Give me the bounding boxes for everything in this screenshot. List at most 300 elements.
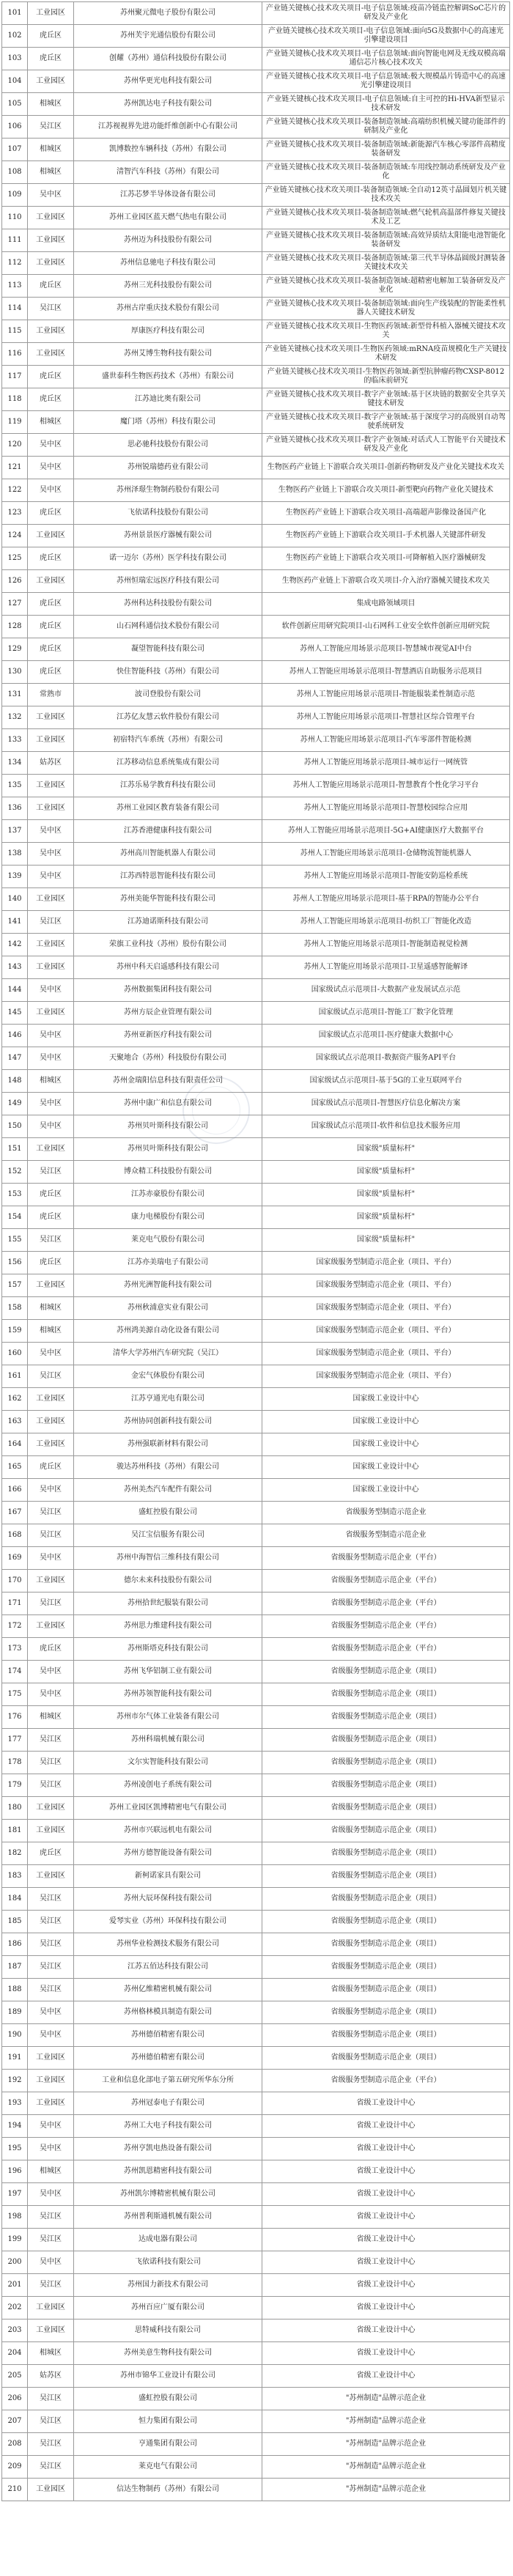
- project-cell: 国家级服务型制造示范企业（项目、平台）: [262, 1320, 510, 1343]
- row-number: 138: [2, 843, 28, 866]
- row-number: 198: [2, 2206, 28, 2229]
- table-row: [2, 525, 510, 547]
- company-cell: 江苏赤豪股份有限公司: [74, 1184, 262, 1206]
- row-number: 175: [2, 1683, 28, 1706]
- table-row: [2, 2319, 510, 2342]
- district-cell: 相城区: [28, 139, 74, 161]
- project-cell: 省级服务型制造示范企业（项目）: [262, 1888, 510, 1911]
- row-number: 127: [2, 593, 28, 616]
- company-cell: 苏州科瑞机械有限公司: [74, 1729, 262, 1752]
- table-row: [2, 2001, 510, 2024]
- row-number: 168: [2, 1524, 28, 1547]
- company-cell: 德尔未来科技股份有限公司: [74, 1570, 262, 1593]
- table-row: [2, 1615, 510, 1638]
- company-cell: 苏州芙宇光通信股份有限公司: [74, 25, 262, 48]
- district-cell: 吴江区: [28, 1593, 74, 1615]
- table-row: [2, 1683, 510, 1706]
- project-cell: 国家级"质量标杆": [262, 1206, 510, 1229]
- row-number: 101: [2, 2, 28, 25]
- project-cell: 集成电路领域项目: [262, 593, 510, 616]
- project-cell: 产业链关键核心技术攻关项目-电子信息领域:极大规模晶片铸造中心的高速光引擎建设项目: [262, 70, 510, 93]
- company-cell: 苏州工业园区蓝天燃气热电有限公司: [74, 207, 262, 229]
- project-cell: 省级服务型制造示范企业（平台）: [262, 1547, 510, 1570]
- table-row: [2, 275, 510, 298]
- table-row: [2, 1752, 510, 1774]
- table-row: [2, 1320, 510, 1343]
- company-cell: 吴江宝信服务有限公司: [74, 1524, 262, 1547]
- table-row: [2, 706, 510, 729]
- district-cell: 工业园区: [28, 525, 74, 547]
- project-list-table: [1, 1, 510, 2501]
- table-row: [2, 775, 510, 797]
- row-number: 133: [2, 729, 28, 752]
- company-cell: 苏州拾世纪服装有限公司: [74, 1593, 262, 1615]
- district-cell: 吴中区: [28, 1343, 74, 1365]
- table-row: [2, 1388, 510, 1411]
- project-cell: 生物医药产业链上下游联合攻关项目-手术机器人关键部件研发: [262, 525, 510, 547]
- row-number: 174: [2, 1661, 28, 1683]
- district-cell: 吴中区: [28, 1025, 74, 1047]
- table-row: [2, 320, 510, 343]
- table-row: [2, 1547, 510, 1570]
- row-number: 154: [2, 1206, 28, 1229]
- district-cell: 虎丘区: [28, 366, 74, 388]
- table-row: [2, 139, 510, 161]
- district-cell: 吴江区: [28, 1365, 74, 1388]
- table-row: [2, 25, 510, 48]
- row-number: 117: [2, 366, 28, 388]
- project-cell: 国家级试点示范项目-智慧医疗信息化解决方案: [262, 1093, 510, 1115]
- row-number: 123: [2, 502, 28, 525]
- district-cell: 虎丘区: [28, 593, 74, 616]
- table-row: [2, 2229, 510, 2251]
- table-row: [2, 1797, 510, 1820]
- company-cell: 苏州强联新材料有限公司: [74, 1433, 262, 1456]
- row-number: 197: [2, 2183, 28, 2206]
- company-cell: 江苏亦美瑞电子有限公司: [74, 1252, 262, 1274]
- project-cell: 生物医药产业链上下游联合攻关项目-介入治疗器械关键技术攻关: [262, 570, 510, 593]
- row-number: 164: [2, 1433, 28, 1456]
- table-row: [2, 2070, 510, 2092]
- district-cell: 吴江区: [28, 1161, 74, 1184]
- table-row: [2, 1252, 510, 1274]
- table-row: [2, 2, 510, 25]
- company-cell: 苏州工业园区教育装备有限公司: [74, 797, 262, 820]
- district-cell: 吴中区: [28, 1479, 74, 1502]
- table-row: [2, 1911, 510, 1933]
- table-row: [2, 684, 510, 706]
- company-cell: 凝望智能科技有限公司: [74, 638, 262, 661]
- district-cell: 相城区: [28, 1706, 74, 1729]
- district-cell: 工业园区: [28, 2479, 74, 2501]
- row-number: 193: [2, 2092, 28, 2115]
- project-cell: 苏州人工智能应用场景示范项目-智慧城市视觉AI中台: [262, 638, 510, 661]
- project-cell: 国家级服务型制造示范企业（项目、平台）: [262, 1252, 510, 1274]
- table-row: [2, 2388, 510, 2410]
- district-cell: 吴江区: [28, 1229, 74, 1252]
- row-number: 129: [2, 638, 28, 661]
- company-cell: 苏州信息驰电子科技有限公司: [74, 252, 262, 275]
- row-number: 150: [2, 1115, 28, 1138]
- row-number: 113: [2, 275, 28, 298]
- row-number: 124: [2, 525, 28, 547]
- district-cell: 工业园区: [28, 1820, 74, 1842]
- row-number: 209: [2, 2456, 28, 2479]
- table-row: [2, 820, 510, 843]
- project-cell: 国家级服务型制造示范企业（项目、平台）: [262, 1365, 510, 1388]
- district-cell: 工业园区: [28, 2297, 74, 2319]
- district-cell: 相城区: [28, 1297, 74, 1320]
- project-cell: "苏州制造"品牌示范企业: [262, 2433, 510, 2456]
- project-cell: 省级服务型制造示范企业（平台）: [262, 1570, 510, 1593]
- table-row: [2, 1706, 510, 1729]
- table-row: [2, 116, 510, 139]
- district-cell: 工业园区: [28, 2319, 74, 2342]
- company-cell: 苏州中海智信三维科技有限公司: [74, 1547, 262, 1570]
- company-cell: 信达生物制药（苏州）有限公司: [74, 2479, 262, 2501]
- company-cell: 苏州方德智能设备有限公司: [74, 1842, 262, 1865]
- company-cell: 苏州美意生物科技有限公司: [74, 2342, 262, 2365]
- company-cell: 盛虹控股有限公司: [74, 2388, 262, 2410]
- table-row: [2, 1025, 510, 1047]
- company-cell: 江苏芯梦半导体设备有限公司: [74, 184, 262, 207]
- company-cell: 苏州华业检测技术服务有限公司: [74, 1933, 262, 1956]
- district-cell: 吴中区: [28, 1115, 74, 1138]
- table-row: [2, 888, 510, 911]
- district-cell: 虎丘区: [28, 1252, 74, 1274]
- project-cell: 国家级工业设计中心: [262, 1411, 510, 1433]
- project-cell: 国家级服务型制造示范企业（项目、平台）: [262, 1343, 510, 1365]
- table-row: [2, 2024, 510, 2047]
- table-row: [2, 1274, 510, 1297]
- table-row: [2, 1002, 510, 1025]
- row-number: 165: [2, 1456, 28, 1479]
- district-cell: 姑苏区: [28, 2365, 74, 2388]
- company-cell: 苏州凯恩精密科技有限公司: [74, 2160, 262, 2183]
- table-row: [2, 1865, 510, 1888]
- project-cell: 产业链关键核心技术攻关项目-装备制造领域:第三代半导体晶圆级封测装备关键技术攻关: [262, 252, 510, 275]
- district-cell: 工业园区: [28, 797, 74, 820]
- project-cell: 省级服务型制造示范企业: [262, 1524, 510, 1547]
- project-cell: 产业链关键核心技术攻关项目-装备制造领域:车用线控制动系统研发及产业化: [262, 161, 510, 184]
- district-cell: 吴江区: [28, 1888, 74, 1911]
- district-cell: 吴江区: [28, 1933, 74, 1956]
- row-number: 109: [2, 184, 28, 207]
- company-cell: 苏州亚新医疗科技有限公司: [74, 1025, 262, 1047]
- table-row: [2, 1979, 510, 2001]
- company-cell: 苏州大辰环保科技有限公司: [74, 1888, 262, 1911]
- project-cell: 产业链关键核心技术攻关项目-装备制造领域:燃气轮机高温部件修复关键技术及工艺: [262, 207, 510, 229]
- district-cell: 工业园区: [28, 229, 74, 252]
- row-number: 161: [2, 1365, 28, 1388]
- table-row: [2, 616, 510, 638]
- row-number: 107: [2, 139, 28, 161]
- row-number: 125: [2, 547, 28, 570]
- row-number: 137: [2, 820, 28, 843]
- project-cell: 省级服务型制造示范企业（平台）: [262, 2070, 510, 2092]
- company-cell: 苏州美能华智能科技有限公司: [74, 888, 262, 911]
- company-cell: 苏州华更光电科技有限公司: [74, 70, 262, 93]
- table-row: [2, 2138, 510, 2160]
- row-number: 116: [2, 343, 28, 366]
- district-cell: 工业园区: [28, 1138, 74, 1161]
- project-cell: 产业链关键核心技术攻关项目-电子信息领域:面向智能电网及无线双模高端通信芯片核心技术攻关: [262, 48, 510, 70]
- row-number: 178: [2, 1752, 28, 1774]
- company-cell: 苏州格林模具制造有限公司: [74, 2001, 262, 2024]
- table-row: [2, 934, 510, 956]
- row-number: 108: [2, 161, 28, 184]
- row-number: 112: [2, 252, 28, 275]
- district-cell: 吴江区: [28, 298, 74, 320]
- project-cell: "苏州制造"品牌示范企业: [262, 2456, 510, 2479]
- company-cell: 爱琴实业（苏州）环保科技有限公司: [74, 1911, 262, 1933]
- district-cell: 吴中区: [28, 1047, 74, 1070]
- row-number: 139: [2, 866, 28, 888]
- district-cell: 相城区: [28, 2342, 74, 2365]
- district-cell: 工业园区: [28, 1797, 74, 1820]
- company-cell: 厚康医疗科技有限公司: [74, 320, 262, 343]
- district-cell: 吴江区: [28, 2388, 74, 2410]
- row-number: 170: [2, 1570, 28, 1593]
- table-row: [2, 1842, 510, 1865]
- row-number: 182: [2, 1842, 28, 1865]
- table-row: [2, 1933, 510, 1956]
- district-cell: 虎丘区: [28, 275, 74, 298]
- table-row: [2, 434, 510, 457]
- table-row: [2, 2251, 510, 2274]
- company-cell: 苏州亨凯电热设备有限公司: [74, 2138, 262, 2160]
- row-number: 143: [2, 956, 28, 979]
- table-row: [2, 1070, 510, 1093]
- company-cell: 苏州光洲智能科技有限公司: [74, 1274, 262, 1297]
- company-cell: 苏州数据集团科技有限公司: [74, 979, 262, 1002]
- district-cell: 工业园区: [28, 1865, 74, 1888]
- project-cell: 省级工业设计中心: [262, 2342, 510, 2365]
- company-cell: 苏州迈为科技股份有限公司: [74, 229, 262, 252]
- project-cell: 国家级"质量标杆": [262, 1161, 510, 1184]
- company-cell: 苏州贝叶斯科技有限公司: [74, 1138, 262, 1161]
- row-number: 136: [2, 797, 28, 820]
- company-cell: 荣旗工业科技（苏州）股份有限公司: [74, 934, 262, 956]
- district-cell: 工业园区: [28, 888, 74, 911]
- project-cell: 苏州人工智能应用场景示范项目-汽车零部件智能检测: [262, 729, 510, 752]
- district-cell: 虎丘区: [28, 1456, 74, 1479]
- district-cell: 工业园区: [28, 252, 74, 275]
- row-number: 110: [2, 207, 28, 229]
- district-cell: 相城区: [28, 161, 74, 184]
- row-number: 167: [2, 1502, 28, 1524]
- project-cell: 省级服务型制造示范企业（项目）: [262, 2001, 510, 2024]
- company-cell: 骏达苏州科技（苏州）有限公司: [74, 1456, 262, 1479]
- project-cell: 国家级"质量标杆": [262, 1138, 510, 1161]
- table-row: [2, 866, 510, 888]
- table-row: [2, 1774, 510, 1797]
- table-row: [2, 1297, 510, 1320]
- row-number: 160: [2, 1343, 28, 1365]
- project-cell: 省级工业设计中心: [262, 2319, 510, 2342]
- district-cell: 吴江区: [28, 2456, 74, 2479]
- table-row: [2, 729, 510, 752]
- table-row: [2, 1433, 510, 1456]
- project-cell: 苏州人工智能应用场景示范项目-智慧酒店自助服务示范项目: [262, 661, 510, 684]
- row-number: 187: [2, 1956, 28, 1979]
- row-number: 162: [2, 1388, 28, 1411]
- table-row: [2, 1888, 510, 1911]
- row-number: 103: [2, 48, 28, 70]
- table-row: [2, 2433, 510, 2456]
- row-number: 118: [2, 388, 28, 411]
- table-row: [2, 298, 510, 320]
- table-row: [2, 1524, 510, 1547]
- row-number: 120: [2, 434, 28, 457]
- company-cell: 思必驰科技股份有限公司: [74, 434, 262, 457]
- district-cell: 工业园区: [28, 1570, 74, 1593]
- company-cell: 诺一迈尔（苏州）医学科技有限公司: [74, 547, 262, 570]
- project-cell: 苏州人工智能应用场景示范项目-城市运行一网统管: [262, 752, 510, 775]
- company-cell: 苏州凌创电子系统有限公司: [74, 1774, 262, 1797]
- company-cell: 苏州工业园区凯博精密电气有限公司: [74, 1797, 262, 1820]
- project-cell: 省级服务型制造示范企业（项目）: [262, 1661, 510, 1683]
- company-cell: 苏州锐瑞德药业有限公司: [74, 457, 262, 479]
- project-cell: 产业链关键核心技术攻关项目-装备制造领域:高效异质结太阳能电池智能化装备研发: [262, 229, 510, 252]
- project-cell: 软件创新应用研究院项目-山石网科工业安全软件创新应用研究院: [262, 616, 510, 638]
- row-number: 208: [2, 2433, 28, 2456]
- company-cell: 苏州方辰企业管理有限公司: [74, 1002, 262, 1025]
- table-row: [2, 1479, 510, 1502]
- company-cell: 苏州艾博生物科技有限公司: [74, 343, 262, 366]
- row-number: 119: [2, 411, 28, 434]
- project-cell: 生物医药产业链上下游联合攻关项目-高端超声影像设备国产化: [262, 502, 510, 525]
- table-row: [2, 2206, 510, 2229]
- project-cell: 省级服务型制造示范企业（项目）: [262, 1865, 510, 1888]
- row-number: 207: [2, 2410, 28, 2433]
- company-cell: 文尔实智能科技有限公司: [74, 1752, 262, 1774]
- company-cell: 苏州百应广厦有限公司: [74, 2297, 262, 2319]
- company-cell: 苏州科达科技股份有限公司: [74, 593, 262, 616]
- company-cell: 飞依诺科技股份有限公司: [74, 502, 262, 525]
- project-cell: 产业链关键核心技术攻关项目-装备制造领域:面向生产线装配的智能柔性机器人关键技术研发: [262, 298, 510, 320]
- district-cell: 吴江区: [28, 1911, 74, 1933]
- row-number: 206: [2, 2388, 28, 2410]
- row-number: 141: [2, 911, 28, 934]
- table-row: [2, 1138, 510, 1161]
- company-cell: 思特威科技有限公司: [74, 2319, 262, 2342]
- table-row: [2, 2183, 510, 2206]
- row-number: 192: [2, 2070, 28, 2092]
- district-cell: 吴江区: [28, 2229, 74, 2251]
- project-cell: 省级服务型制造示范企业（项目）: [262, 2024, 510, 2047]
- project-cell: "苏州制造"品牌示范企业: [262, 2388, 510, 2410]
- company-cell: 苏州三光科技股份有限公司: [74, 275, 262, 298]
- project-cell: 产业链关键核心技术攻关项目-装备制造领域:超精密电解加工装备研发及产业化: [262, 275, 510, 298]
- district-cell: 虎丘区: [28, 25, 74, 48]
- company-cell: 苏州市尔气体工业装备有限公司: [74, 1706, 262, 1729]
- table-row: [2, 2297, 510, 2319]
- row-number: 156: [2, 1252, 28, 1274]
- project-cell: 苏州人工智能应用场景示范项目-仓储物流智能机器人: [262, 843, 510, 866]
- table-row: [2, 207, 510, 229]
- district-cell: 工业园区: [28, 956, 74, 979]
- table-row: [2, 2365, 510, 2388]
- project-cell: 省级工业设计中心: [262, 2092, 510, 2115]
- project-cell: 产业链关键核心技术攻关项目-装备制造领域:高端纺织机械关键功能部件的研制及产业化: [262, 116, 510, 139]
- project-cell: 省级服务型制造示范企业（项目）: [262, 1911, 510, 1933]
- project-cell: 省级服务型制造示范企业（项目）: [262, 1842, 510, 1865]
- table-row: [2, 1956, 510, 1979]
- company-cell: 苏州国力新技术有限公司: [74, 2274, 262, 2297]
- table-row: [2, 229, 510, 252]
- project-cell: 国家级工业设计中心: [262, 1433, 510, 1456]
- project-cell: 国家级试点示范项目-大数据产业发展试点示范: [262, 979, 510, 1002]
- company-cell: 苏州秋浦意实业有限公司: [74, 1297, 262, 1320]
- row-number: 204: [2, 2342, 28, 2365]
- row-number: 106: [2, 116, 28, 139]
- district-cell: 虎丘区: [28, 388, 74, 411]
- project-cell: 生物医药产业链上下游联合攻关项目-创新药物研发及产业化关键技术攻关: [262, 457, 510, 479]
- table-row: [2, 1456, 510, 1479]
- district-cell: 相城区: [28, 411, 74, 434]
- district-cell: 吴江区: [28, 2274, 74, 2297]
- district-cell: 吴中区: [28, 866, 74, 888]
- row-number: 199: [2, 2229, 28, 2251]
- table-row: [2, 1047, 510, 1070]
- district-cell: 工业园区: [28, 775, 74, 797]
- project-cell: 省级服务型制造示范企业（项目）: [262, 1956, 510, 1979]
- project-cell: 省级服务型制造示范企业（项目）: [262, 1706, 510, 1729]
- table-row: [2, 661, 510, 684]
- company-cell: 苏州苏领智能科技有限公司: [74, 1683, 262, 1706]
- company-cell: 飞依诺科技有限公司: [74, 2251, 262, 2274]
- project-cell: 产业链关键核心技术攻关项目-生物医药领域:新型骨科植入器械关键技术攻关: [262, 320, 510, 343]
- district-cell: 姑苏区: [28, 752, 74, 775]
- table-row: [2, 2274, 510, 2297]
- row-number: 166: [2, 1479, 28, 1502]
- district-cell: 工业园区: [28, 1433, 74, 1456]
- table-row: [2, 70, 510, 93]
- table-row: [2, 1593, 510, 1615]
- row-number: 157: [2, 1274, 28, 1297]
- district-cell: 吴中区: [28, 1683, 74, 1706]
- table-row: [2, 1115, 510, 1138]
- district-cell: 吴江区: [28, 1729, 74, 1752]
- row-number: 158: [2, 1297, 28, 1320]
- district-cell: 虎丘区: [28, 661, 74, 684]
- row-number: 132: [2, 706, 28, 729]
- company-cell: 苏州协同创新科技有限公司: [74, 1411, 262, 1433]
- project-cell: 国家级试点示范项目-智能工厂数字化管理: [262, 1002, 510, 1025]
- district-cell: 相城区: [28, 93, 74, 116]
- company-cell: 达成电器有限公司: [74, 2229, 262, 2251]
- table-row: [2, 1502, 510, 1524]
- district-cell: 虎丘区: [28, 48, 74, 70]
- table-row: [2, 161, 510, 184]
- district-cell: 吴中区: [28, 1661, 74, 1683]
- table-row: [2, 252, 510, 275]
- project-cell: 省级工业设计中心: [262, 2138, 510, 2160]
- project-cell: 国家级工业设计中心: [262, 1479, 510, 1502]
- table-row: [2, 2160, 510, 2183]
- project-cell: 苏州人工智能应用场景示范项目-卫星遥感智能解译: [262, 956, 510, 979]
- project-cell: 国家级工业设计中心: [262, 1388, 510, 1411]
- district-cell: 虎丘区: [28, 1638, 74, 1661]
- company-cell: 苏州美杰汽车配件有限公司: [74, 1479, 262, 1502]
- row-number: 128: [2, 616, 28, 638]
- district-cell: 相城区: [28, 1070, 74, 1093]
- table-row: [2, 184, 510, 207]
- table-row: [2, 956, 510, 979]
- district-cell: 虎丘区: [28, 638, 74, 661]
- project-cell: 省级工业设计中心: [262, 2115, 510, 2138]
